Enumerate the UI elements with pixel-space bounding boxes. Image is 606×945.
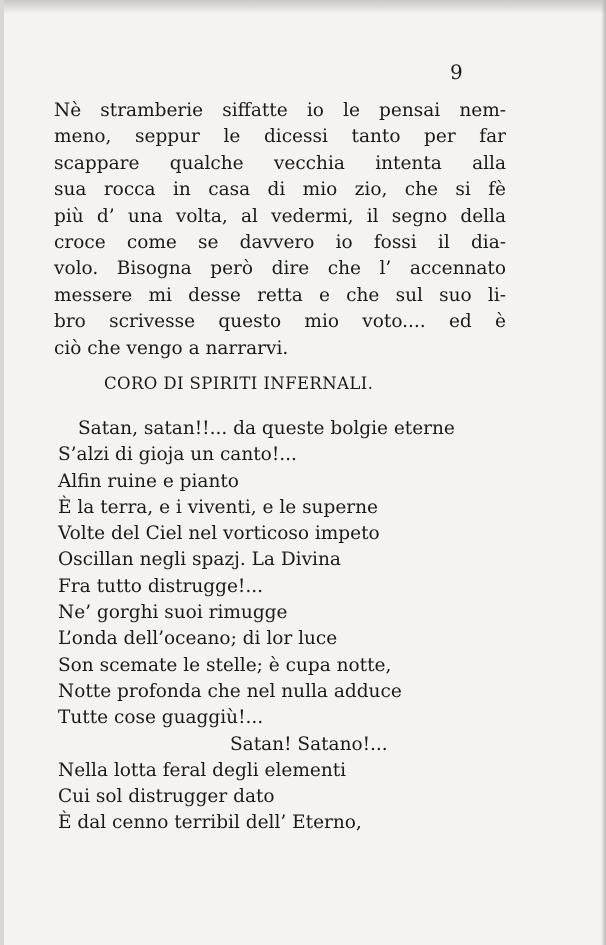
poem-verse: Nella lotta feral degli elementi: [58, 759, 347, 781]
poem-verse: Alfin ruine e pianto: [58, 470, 239, 492]
page-number: 9: [450, 60, 463, 84]
prose-paragraph: [54, 98, 506, 362]
poem-verse: Oscillan negli spazj. La Divina: [58, 549, 341, 571]
poem-verse: È la terra, e i viventi, e le superne: [58, 496, 378, 518]
prose-line: meno, seppur le dicessi tanto per far: [54, 126, 506, 148]
prose-line: messere mi desse retta e che sul suo li-: [54, 284, 506, 306]
prose-line: sua rocca in casa di mio zio, che si fè: [54, 179, 506, 201]
prose-line: volo. Bisogna però dire che l’ accennato: [54, 258, 506, 280]
prose-line: Nè stramberie siffatte io le pensai nem-: [54, 100, 506, 121]
poem-verse: Son scemate le stelle; è cupa notte,: [58, 654, 392, 676]
prose-line: bro scrivesse questo mio voto.... ed è: [54, 311, 506, 333]
poem-verse: Volte del Ciel nel vorticoso impeto: [58, 523, 380, 545]
poem: [58, 416, 498, 837]
poem-verse: Satan, satan!!... da queste bolgie eterne: [78, 418, 455, 439]
prose-line: più d’ una volta, al vedermi, il segno della: [54, 205, 506, 227]
poem-verse: È dal cenno terribil dell’ Eterno,: [58, 812, 362, 834]
prose-line: ciò che vengo a narrarvi.: [54, 337, 289, 359]
poem-verse: Satan! Satano!...: [230, 733, 388, 755]
poem-verse: S’alzi di gioja un canto!...: [58, 444, 297, 466]
poem-verse: L’onda dell’oceano; di lor luce: [58, 628, 338, 650]
poem-verse: Ne’ gorghi suoi rimugge: [58, 602, 288, 624]
poem-verse: Notte profonda che nel nulla adduce: [58, 680, 402, 702]
page-right-edge: [601, 0, 606, 945]
poem-verse: Tutte cose guaggiù!...: [58, 707, 264, 729]
page-top-shadow: [0, 0, 606, 14]
page-left-edge: [0, 0, 4, 945]
prose-line: croce come se davvero io fossi il dia-: [54, 231, 506, 253]
prose-line: scappare qualche vecchia intenta alla: [54, 152, 506, 174]
poem-verse: Cui sol distrugger dato: [58, 786, 275, 808]
section-heading: CORO DI SPIRITI INFERNALI.: [104, 374, 374, 393]
poem-verse: Fra tutto distrugge!...: [58, 575, 263, 597]
